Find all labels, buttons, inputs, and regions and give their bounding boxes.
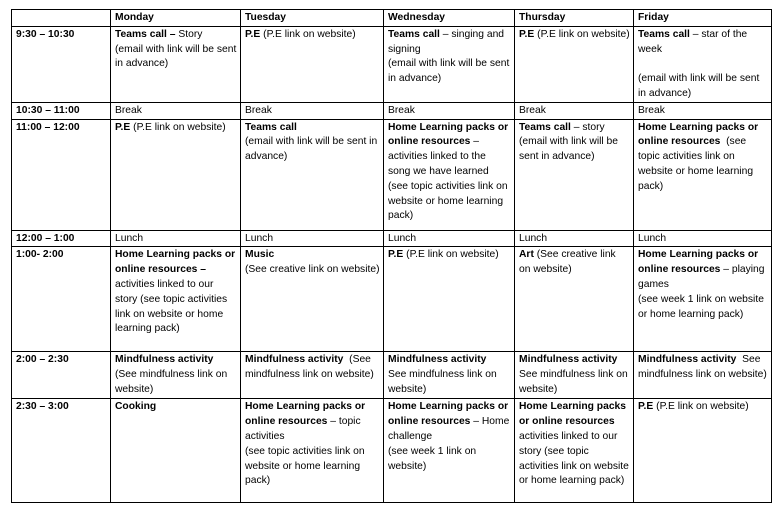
cell-tuesday (241, 102, 384, 119)
activity-text (638, 232, 768, 247)
activity-title: P.E (388, 249, 407, 261)
cell-thursday (515, 119, 634, 230)
activity-title: P.E (519, 28, 538, 40)
activity-title: Mindfulness activity (245, 354, 344, 366)
activity-note: Break (519, 104, 546, 116)
cell-monday (111, 26, 241, 102)
activity-title: Teams call (245, 121, 297, 133)
cell-wednesday (384, 26, 515, 102)
activity-title: Teams call (638, 28, 690, 40)
activity-note: (P.E link on website) (133, 121, 226, 133)
activity-title: Home Learning packs or online resources (638, 249, 762, 276)
cell-thursday (515, 102, 634, 119)
activity-title: Home Learning packs or online resources (245, 401, 369, 428)
activity-title: P.E (638, 401, 657, 413)
cell-tuesday (241, 26, 384, 102)
activity-title: Art (519, 249, 537, 261)
activity-note: Break (245, 104, 272, 116)
cell-tuesday (241, 247, 384, 352)
time-slot: 10:30 – 11:00 (12, 102, 111, 119)
activity-note: (see topic activities link on website or home learning pack) (638, 136, 756, 192)
table-row (12, 230, 772, 247)
cell-friday (634, 119, 772, 230)
header-thursday: Thursday (515, 10, 634, 27)
activity-text (519, 232, 630, 247)
cell-wednesday (384, 247, 515, 352)
activity-note: (P.E link on website) (537, 28, 630, 40)
activity-text (388, 353, 511, 397)
activity-note: See mindfulness link on website) (638, 354, 767, 381)
activity-text (519, 28, 630, 43)
activity-text (638, 353, 768, 383)
activity-note: (P.E link on website) (406, 249, 499, 261)
activity-text (115, 400, 237, 415)
activity-title: Cooking (115, 401, 157, 413)
activity-text (245, 232, 380, 247)
activity-note: – story (email with link will be sent in advance) (519, 121, 618, 163)
activity-text (245, 121, 380, 165)
time-slot: 1:00- 2:00 (12, 247, 111, 352)
header-row (12, 10, 772, 27)
activity-title: Mindfulness activity (638, 354, 737, 366)
cell-wednesday (384, 102, 515, 119)
activity-title: Mindfulness activity (519, 354, 618, 366)
cell-thursday (515, 247, 634, 352)
cell-thursday (515, 352, 634, 399)
activity-note: (See creative link on website) (245, 264, 380, 276)
activity-text (388, 248, 511, 263)
cell-monday (111, 230, 241, 247)
table-row (12, 247, 772, 352)
activity-text (519, 353, 630, 397)
activity-title: Teams call (519, 121, 571, 133)
activity-note: – topic activities (see topic activities link on website or home learning pack) (245, 416, 365, 487)
time-slot: 2:30 – 3:00 (12, 399, 111, 503)
header-friday: Friday (634, 10, 772, 27)
activity-note: Break (115, 104, 142, 116)
activity-note: Lunch (519, 232, 548, 244)
activity-note: (See mindfulness link on website) (245, 354, 374, 381)
activity-text (245, 400, 380, 489)
activity-text (519, 400, 630, 489)
table-row (12, 399, 772, 503)
activity-text (388, 28, 511, 87)
activity-note: (email with link will be sent in advance) (245, 136, 378, 163)
header-wednesday: Wednesday (384, 10, 515, 27)
activity-text (638, 28, 768, 102)
table-row (12, 102, 772, 119)
activity-note: See mindfulness link on website) (519, 369, 628, 395)
activity-note: (See creative link on website) (519, 249, 619, 276)
activity-text (115, 121, 237, 136)
activity-text (115, 232, 237, 247)
activity-note: Break (638, 104, 665, 116)
activity-note: See mindfulness link on website) (388, 369, 497, 395)
activity-text (245, 248, 380, 278)
cell-thursday (515, 26, 634, 102)
activity-text (388, 121, 511, 225)
cell-wednesday (384, 119, 515, 230)
cell-wednesday (384, 399, 515, 503)
activity-text (519, 104, 630, 119)
activity-title: Home Learning packs or online resources (638, 121, 762, 148)
activity-note: – playing games (see week 1 link on website or home learning pack) (638, 264, 765, 320)
activity-title: Home Learning packs or online resources – (115, 249, 239, 276)
activity-title: Home Learning packs or online resources (388, 121, 512, 148)
activity-note: (P.E link on website) (263, 28, 356, 40)
time-slot: 12:00 – 1:00 (12, 230, 111, 247)
cell-thursday (515, 399, 634, 503)
activity-text (638, 400, 768, 415)
activity-title: Teams call (388, 28, 440, 40)
time-slot: 9:30 – 10:30 (12, 26, 111, 102)
activity-text (115, 28, 237, 72)
activity-text (519, 121, 630, 165)
activity-note: Story (email with link will be sent in advance) (115, 28, 237, 70)
cell-monday (111, 102, 241, 119)
cell-monday (111, 352, 241, 399)
table-row (12, 26, 772, 102)
cell-friday (634, 247, 772, 352)
cell-monday (111, 247, 241, 352)
activity-note: activities linked to our story (see topic activities link on website or home learning pack) (519, 416, 632, 487)
activity-note: Lunch (388, 232, 417, 244)
activity-title: Home Learning packs or online resources (388, 401, 512, 428)
cell-monday (111, 399, 241, 503)
activity-title: P.E (245, 28, 264, 40)
activity-title: Mindfulness activity (388, 354, 487, 366)
activity-text (638, 121, 768, 195)
activity-title: Teams call – (115, 28, 179, 40)
activity-text (388, 400, 511, 474)
activity-note: – star of the week (email with link will be sent in advance) (638, 28, 760, 99)
time-slot: 11:00 – 12:00 (12, 119, 111, 230)
activity-text (638, 104, 768, 119)
cell-monday (111, 119, 241, 230)
cell-tuesday (241, 119, 384, 230)
activity-note: Lunch (245, 232, 274, 244)
header-tuesday: Tuesday (241, 10, 384, 27)
activity-text (245, 28, 380, 43)
cell-thursday (515, 230, 634, 247)
activity-text (388, 104, 511, 119)
header-monday: Monday (111, 10, 241, 27)
timetable-body (12, 26, 772, 503)
cell-friday (634, 26, 772, 102)
activity-title: Home Learning packs or online resources (519, 401, 629, 428)
activity-text (245, 104, 380, 119)
activity-note: (P.E link on website) (656, 401, 749, 413)
activity-title: Music (245, 249, 275, 261)
timetable (11, 9, 772, 503)
activity-text (519, 248, 630, 278)
activity-note: – activities linked to the song we have learned (see topic activities link on website or home learning pack) (388, 136, 511, 222)
cell-tuesday (241, 399, 384, 503)
activity-note: Break (388, 104, 415, 116)
activity-note: Lunch (638, 232, 667, 244)
activity-note: – singing and signing (email with link will be sent in advance) (388, 28, 510, 85)
activity-text (245, 353, 380, 383)
activity-text (388, 232, 511, 247)
activity-text (115, 248, 237, 337)
cell-tuesday (241, 352, 384, 399)
header-time (12, 10, 111, 27)
cell-friday (634, 230, 772, 247)
table-row (12, 119, 772, 230)
cell-wednesday (384, 352, 515, 399)
activity-text (115, 104, 237, 119)
activity-note: (See mindfulness link on website) (115, 369, 228, 395)
activity-title: P.E (115, 121, 134, 133)
time-slot: 2:00 – 2:30 (12, 352, 111, 399)
cell-friday (634, 102, 772, 119)
table-row (12, 352, 772, 399)
activity-note: Lunch (115, 232, 144, 244)
activity-note: – Home challenge (see week 1 link on website) (388, 416, 510, 472)
cell-tuesday (241, 230, 384, 247)
cell-friday (634, 352, 772, 399)
activity-text (638, 248, 768, 322)
cell-friday (634, 399, 772, 503)
activity-note: activities linked to our story (see topic activities link on website or home learning pack) (115, 264, 231, 335)
activity-text (115, 353, 237, 397)
cell-wednesday (384, 230, 515, 247)
activity-title: Mindfulness activity (115, 354, 214, 366)
